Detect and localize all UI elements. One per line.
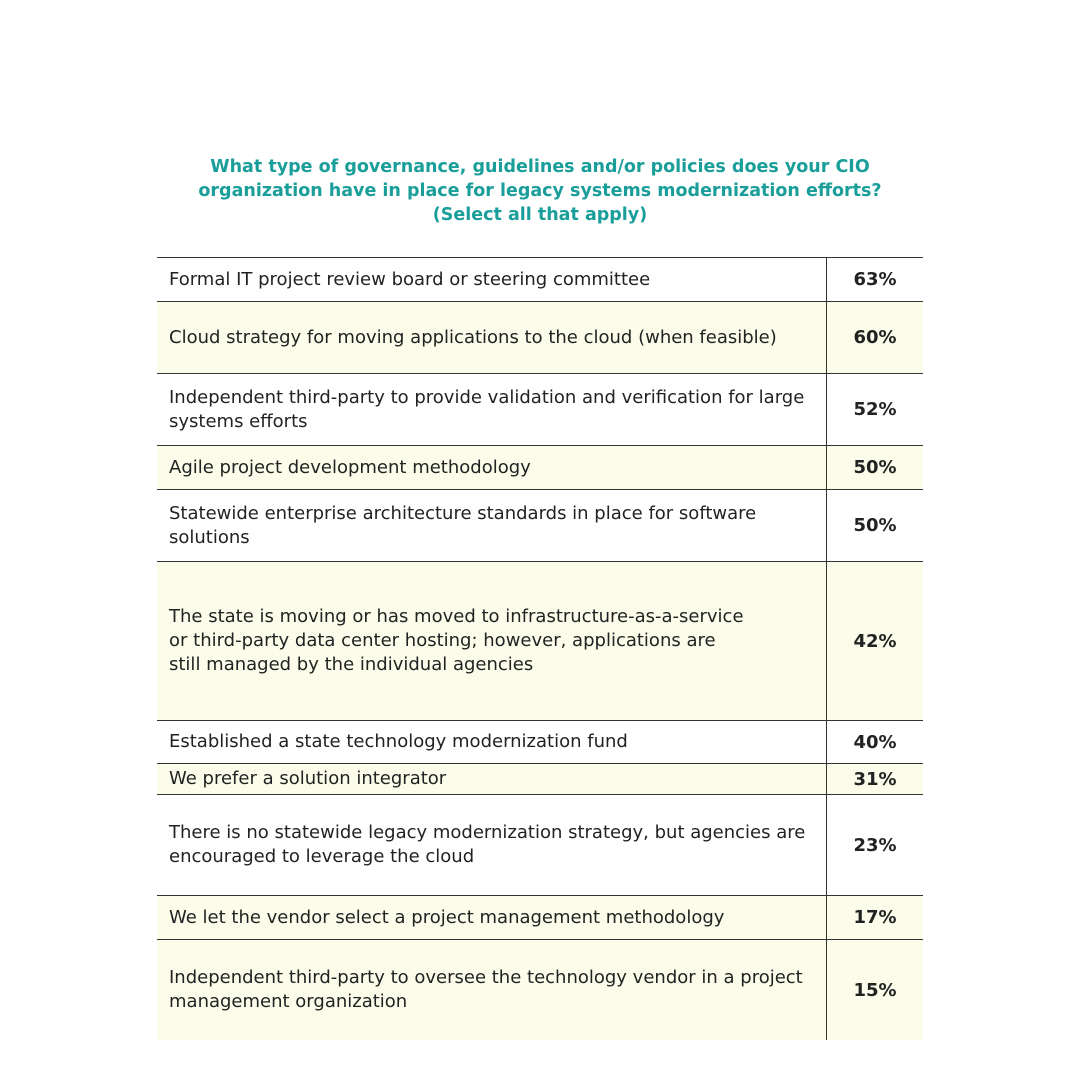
row-label: Cloud strategy for moving applications to the cloud (when feasible) (157, 302, 827, 373)
row-label: We prefer a solution integrator (157, 764, 827, 794)
row-percentage: 15% (853, 979, 897, 1001)
row-label: We let the vendor select a project management methodology (157, 896, 827, 939)
row-percentage: 60% (853, 327, 897, 348)
survey-question-title (140, 155, 940, 227)
row-percentage: 50% (853, 457, 897, 478)
title-line-2: organization have in place for legacy systems modernization efforts? (198, 181, 882, 201)
table-row (157, 896, 923, 940)
row-label: Agile project development methodology (157, 446, 827, 489)
row-label: There is no statewide legacy modernization strategy, but agencies are encouraged to leverage the cloud (157, 795, 827, 895)
table-row (157, 446, 923, 490)
row-label: Statewide enterprise architecture standards in place for software solutions (157, 490, 827, 561)
table-row (157, 302, 923, 374)
table-row (157, 258, 923, 302)
row-percentage: 63% (853, 269, 897, 290)
row-percentage: 23% (853, 834, 897, 856)
row-percentage: 17% (853, 907, 897, 928)
table-row (157, 764, 923, 795)
table-row (157, 940, 923, 1040)
row-label: Independent third-party to oversee the technology vendor in a project management organization (157, 940, 827, 1040)
table-row (157, 374, 923, 446)
row-percentage: 40% (853, 731, 897, 753)
row-percentage: 50% (853, 515, 897, 536)
title-line-1: What type of governance, guidelines and/or policies does your CIO (210, 157, 870, 177)
table-row (157, 490, 923, 562)
row-percentage: 42% (853, 630, 897, 652)
row-label: The state is moving or has moved to infrastructure-as-a-service or third-party data center hosting; however, applications are still managed by the individual agencies (157, 562, 827, 720)
results-table (157, 257, 923, 1040)
row-percentage: 31% (853, 768, 897, 790)
table-row (157, 721, 923, 764)
row-percentage: 52% (853, 399, 897, 420)
table-row (157, 562, 923, 721)
row-label: Formal IT project review board or steering committee (157, 258, 827, 301)
table-row (157, 795, 923, 896)
row-label: Independent third-party to provide validation and verification for large systems efforts (157, 374, 827, 445)
row-label: Established a state technology modernization fund (157, 721, 827, 763)
title-line-3: (Select all that apply) (432, 205, 648, 225)
